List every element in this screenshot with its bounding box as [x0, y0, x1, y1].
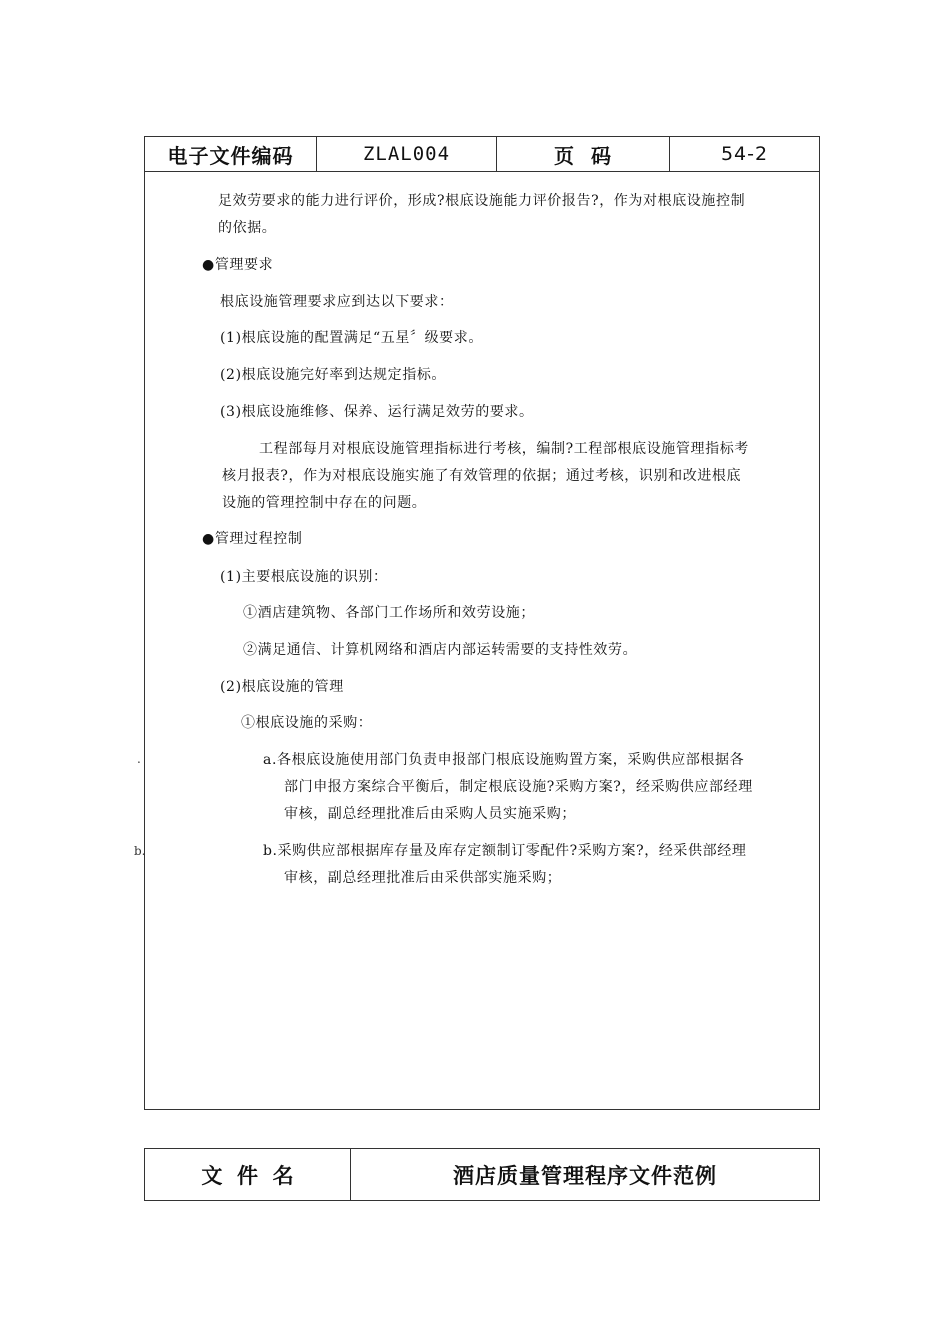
document-footer-table — [144, 1148, 820, 1201]
page-value: 54-2 — [720, 143, 769, 165]
paragraph-line: 核月报表?，作为对根底设施实施了有效管理的依据；通过考核，识别和改进根底 — [222, 468, 742, 484]
file-name-label: 文 件 名 — [145, 1149, 351, 1200]
list-item: (1)根底设施的配置满足“五星〞级要求。 — [220, 330, 483, 346]
paragraph-line: 设施的管理控制中存在的问题。 — [222, 495, 427, 511]
paragraph-line: 部门申报方案综合平衡后，制定根底设施?采购方案?，经采购供应部经理 — [284, 779, 753, 795]
section-heading: ●管理过程控制 — [202, 531, 303, 547]
list-item: (3)根底设施维修、保养、运行满足效劳的要求。 — [220, 404, 534, 420]
paragraph-line: 的依据。 — [218, 220, 277, 236]
page-label: 页 码 — [497, 137, 670, 171]
list-item: ②满足通信、计算机网络和酒店内部运转需要的支持性效劳。 — [243, 642, 638, 658]
file-name-value: 酒店质量管理程序文件范例 — [453, 1163, 717, 1188]
paragraph-line: 足效劳要求的能力进行评价，形成?根底设施能力评价报告?，作为对根底设施控制 — [218, 193, 746, 209]
list-item: (1)主要根底设施的识别： — [220, 569, 388, 585]
paragraph-line: 工程部每月对根底设施管理指标进行考核，编制?工程部根底设施管理指标考 — [259, 441, 749, 457]
margin-mark: b. — [134, 844, 146, 858]
code-value: ZLAL004 — [362, 143, 451, 165]
list-item: b.采购供应部根据库存量及库存定额制订零配件?采购方案?，经采供部经理 — [263, 843, 747, 859]
list-item: (2)根底设施的管理 — [220, 679, 344, 695]
code-label: 电子文件编码 — [145, 137, 317, 171]
list-item: a.各根底设施使用部门负责申报部门根底设施购置方案，采购供应部根据各 — [263, 752, 745, 768]
list-item: ①酒店建筑物、各部门工作场所和效劳设施； — [243, 605, 535, 621]
code-value-cell — [317, 137, 497, 171]
paragraph-line: 审核，副总经理批准后由采供部实施采购； — [284, 870, 562, 886]
page-value-cell — [670, 137, 819, 171]
document-header-table — [144, 136, 820, 172]
list-item: ①根底设施的采购： — [241, 715, 373, 731]
margin-mark: . — [137, 752, 141, 766]
paragraph-line: 根底设施管理要求应到达以下要求： — [220, 294, 454, 310]
paragraph-line: 审核，副总经理批准后由采购人员实施采购； — [284, 806, 576, 822]
list-item: (2)根底设施完好率到达规定指标。 — [220, 367, 447, 383]
section-heading: ●管理要求 — [202, 257, 274, 273]
